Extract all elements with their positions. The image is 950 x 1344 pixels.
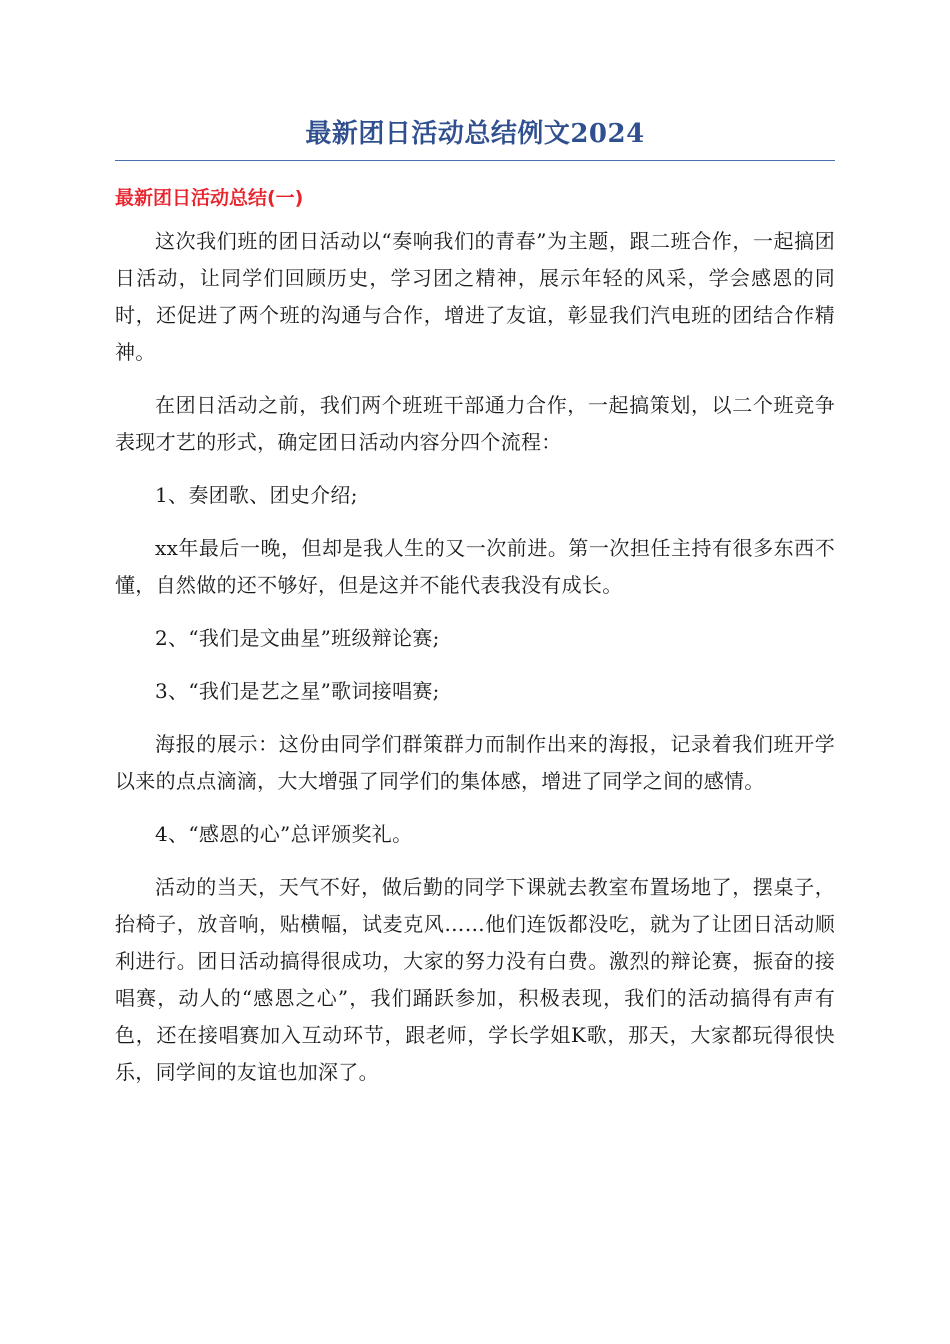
paragraph: xx年最后一晚，但却是我人生的又一次前进。第一次担任主持有很多东西不懂，自然做的还不够好，但是这并不能代表我没有成长。 [115,536,835,597]
paragraph: 海报的展示：这份由同学们群策群力而制作出来的海报，记录着我们班开学以来的点点滴滴，大大增强了同学们的集体感，增进了同学之间的感情。 [115,732,835,793]
list-item: 4、“感恩的心”总评颁奖礼。 [155,822,413,846]
list-item: 1、奏团歌、团史介绍; [155,483,358,507]
paragraph: 这次我们班的团日活动以“奏响我们的青春”为主题，跟二班合作，一起搞团日活动，让同学们回顾历史，学习团之精神，展示年轻的风采，学会感恩的同时，还促进了两个班的沟通与合作，增进了友谊，彰显我们汽电班的团结合作精神。 [115,229,835,364]
section-heading: 最新团日活动总结(一) [115,187,304,209]
document-title: 最新团日活动总结例文2024 [305,119,645,149]
paragraph: 在团日活动之前，我们两个班班干部通力合作，一起搞策划，以二个班竞争表现才艺的形式，确定团日活动内容分四个流程： [115,393,835,454]
paragraph: 活动的当天，天气不好，做后勤的同学下课就去教室布置场地了，摆桌子，抬椅子，放音响，贴横幅，试麦克风……他们连饭都没吃，就为了让团日活动顺利进行。团日活动搞得很成功，大家的努力没有白费。激烈的辩论赛，振奋的接唱赛，动人的“感恩之心”，我们踊跃参加，积极表现，我们的活动搞得有声有色，还在接唱赛加入互动环节，跟老师，学长学姐K歌，那天，大家都玩得很快乐，同学间的友谊也加深了。 [115,875,835,1084]
document-page [115,112,835,1107]
title-underline [115,160,835,161]
list-item: 2、“我们是文曲星”班级辩论赛; [155,626,440,650]
list-item: 3、“我们是艺之星”歌词接唱赛; [155,679,440,703]
